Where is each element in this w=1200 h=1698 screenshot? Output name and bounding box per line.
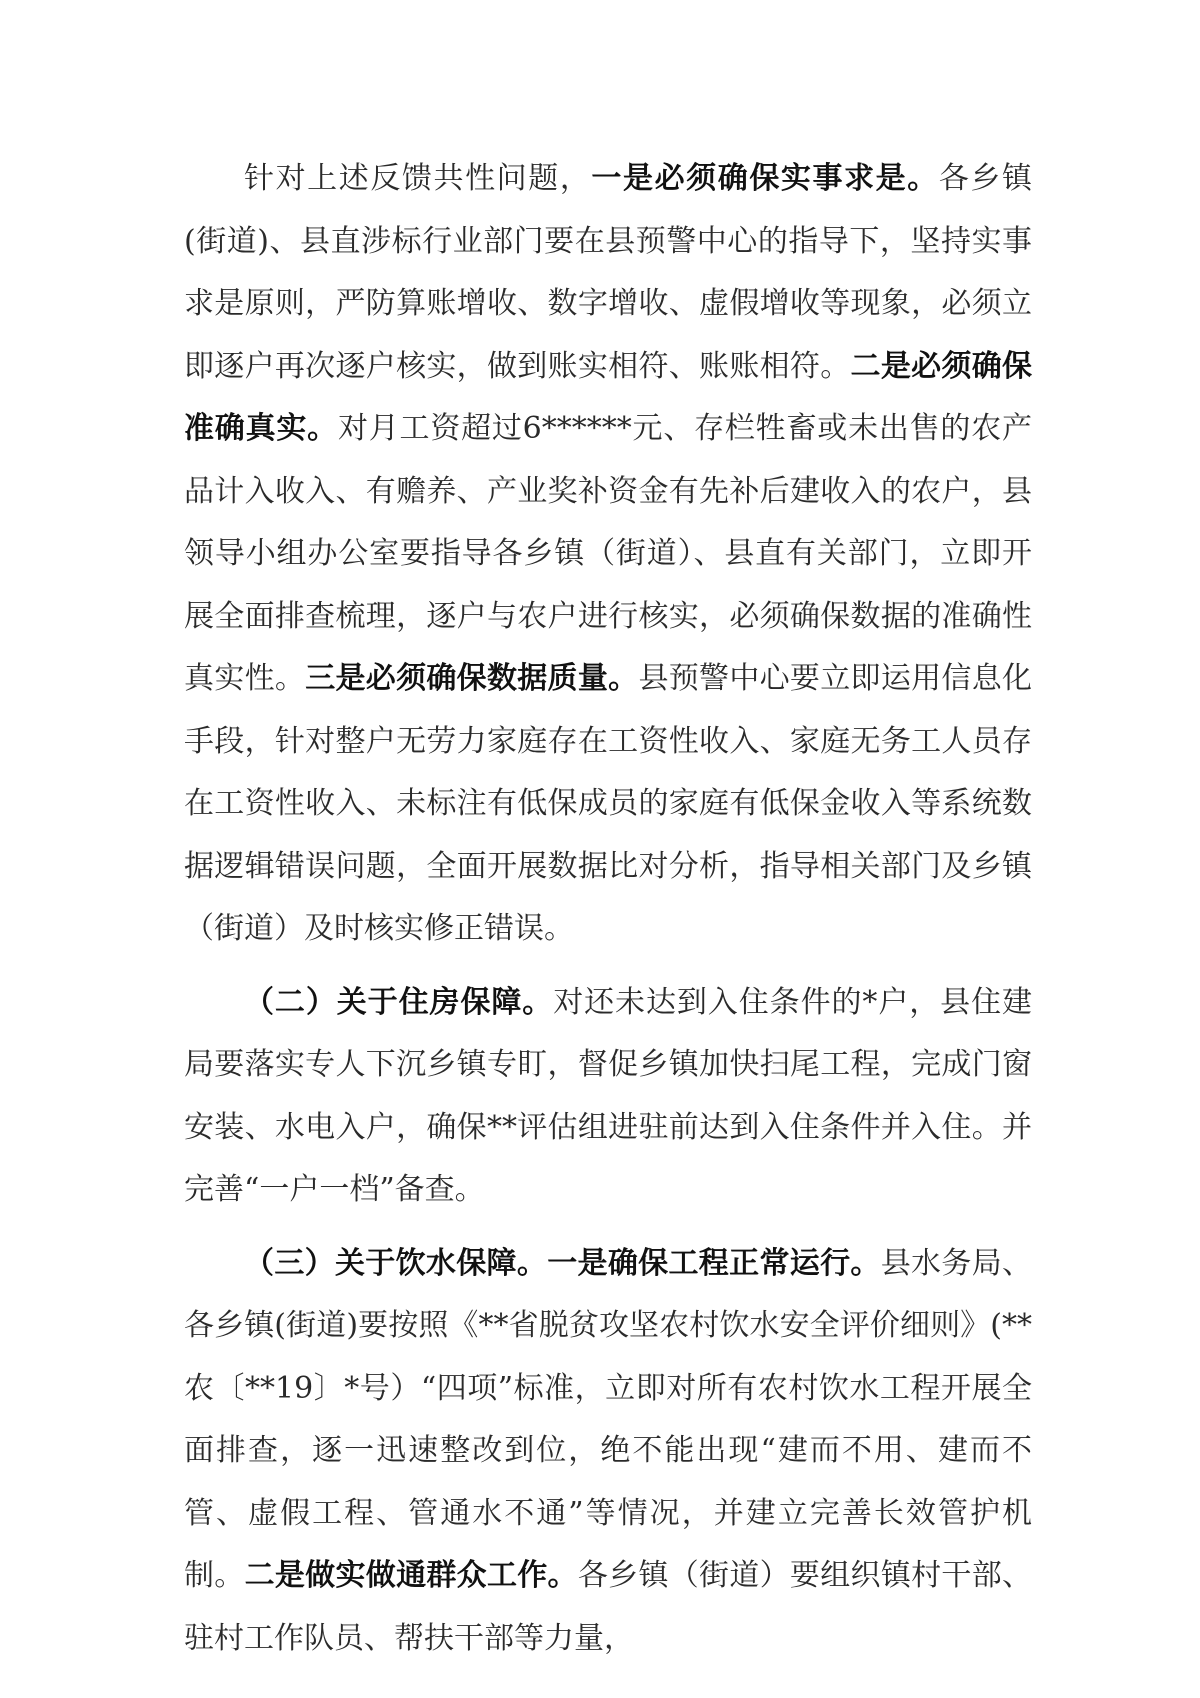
- paragraph-water-security: [184, 1233, 1032, 1671]
- paragraph-housing-security: [184, 972, 1032, 1222]
- paragraph-text: 对月工资超过6******元、存栏牲畜或未出售的农产品计入收入、有赡养、产业奖补资金有先补后建收入的农户，县领导小组办公室要指导各乡镇（街道）、县直有关部门，立即开展全面排查梳理，逐户与农户进行核实，必须确保数据的准确性真实性。: [184, 411, 1033, 696]
- key-point-heading: 二是必须确保准确真实。: [184, 348, 1033, 446]
- key-point-heading: 三是必须确保数据质量。: [305, 661, 639, 696]
- paragraph-income-verification: [184, 148, 1032, 961]
- paragraph-text: 县预警中心要立即运用信息化手段，针对整户无劳力家庭存在工资性收入、家庭无务工人员存在工资性收入、未标注有低保成员的家庭有低保金收入等系统数据逻辑错误问题，全面开展数据比对分析，指导相关部门及乡镇（街道）及时核实修正错误。: [184, 661, 1033, 946]
- paragraph-text: 各乡镇（街道）要组织镇村干部、驻村工作队员、帮扶干部等力量，: [184, 1558, 1033, 1656]
- paragraph-text: 针对上述反馈共性问题，: [244, 161, 592, 196]
- paragraph-text: 对还未达到入住条件的*户，县住建局要落实专人下沉乡镇专盯，督促乡镇加快扫尾工程，完成门窗安装、水电入户，确保**评估组进驻前达到入住条件并入住。并完善“一户一档”备查。: [184, 984, 1033, 1207]
- section-heading: （三）关于饮水保障。: [244, 1245, 548, 1281]
- key-point-heading: 二是做实做通群众工作。: [244, 1558, 578, 1593]
- key-point-heading: 一是必须确保实事求是。: [591, 161, 939, 196]
- document-body: [184, 148, 1032, 1670]
- key-point-heading: 一是确保工程正常运行。: [547, 1245, 881, 1281]
- section-heading: （二）关于住房保障。: [244, 984, 554, 1020]
- paragraph-text: 县水务局、各乡镇(街道)要按照《**省脱贫攻坚农村饮水安全评价细则》(**农〔**19〕*号）“四项”标准，立即对所有农村饮水工程开展全面排查，逐一迅速整改到位，绝不能出现“建而不用、建而不管、虚假工程、管通水不通”等情况，并建立完善长效管护机制。: [184, 1245, 1033, 1593]
- paragraph-text: 各乡镇(街道)、县直涉标行业部门要在县预警中心的指导下，坚持实事求是原则，严防算账增收、数字增收、虚假增收等现象，必须立即逐户再次逐户核实，做到账实相符、账账相符。: [184, 161, 1033, 384]
